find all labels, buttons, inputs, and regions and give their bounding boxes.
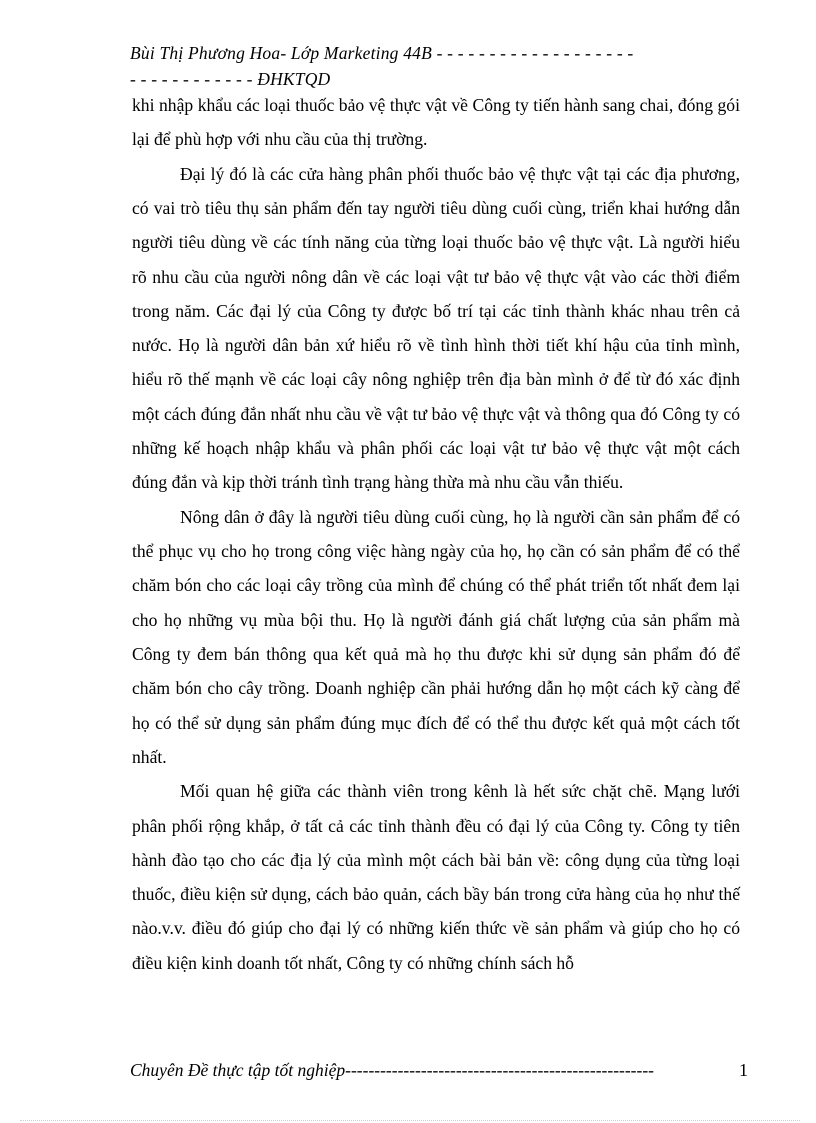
page-header	[130, 40, 750, 92]
paragraph-3: Nông dân ở đây là người tiêu dùng cuối cùng, họ là người cần sản phẩm để có thể phục vụ cho họ trong công việc hàng ngày của họ, họ cần có sản phẩm để có thể chăm bón cho các loại cây trồng của mình để chúng có thể phát triển tốt nhất đem lại cho họ những vụ mùa bội thu. Họ là người đánh giá chất lượng của sản phẩm mà Công ty đem bán thông qua kết quả mà họ thu được khi sử dụng sản phẩm đó để chăm bón cho cây trồng. Doanh nghiệp cần phải hướng dẫn họ một cách kỹ càng để họ có thể sử dụng sản phẩm đúng mục đích để có thể thu được kết quả một cách tốt nhất.	[132, 506, 740, 767]
header-line-2: - - - - - - - - - - - - ĐHKTQD	[130, 69, 331, 89]
document-body	[132, 88, 740, 980]
paragraph-1: khi nhập khẩu các loại thuốc bảo vệ thực vật về Công ty tiến hành sang chai, đóng gói lại để phù hợp với nhu cầu của thị trường.	[132, 95, 740, 150]
paragraph-4: Mối quan hệ giữa các thành viên trong kênh là hết sức chặt chẽ. Mạng lưới phân phối rộng khắp, ở tất cả các tỉnh thành đều có đại lý của Công ty. Công ty tiên hành đào tạo cho các địa lý của mình một cách bài bản về: công dụng của từng loại thuốc, điều kiện sử dụng, cách bảo quản, cách bầy bán trong cửa hàng của họ như thế nào.v.v. điều đó giúp cho đại lý có những kiến thức về sản phẩm và giúp cho họ có điều kiện kinh doanh tốt nhất, Công ty có những chính sách hỗ	[132, 781, 740, 973]
page-number: 1	[739, 1060, 748, 1080]
page-bottom-edge	[20, 1120, 800, 1121]
footer-text: Chuyên Đề thực tập tốt nghiệp-----------------------------------------------------	[130, 1060, 654, 1080]
page-footer	[130, 1060, 760, 1090]
header-line-1: Bùi Thị Phương Hoa- Lớp Marketing 44B - - - - - - - - - - - - - - - - - - -	[130, 43, 634, 63]
paragraph-2: Đại lý đó là các cửa hàng phân phối thuốc bảo vệ thực vật tại các địa phương, có vai trò tiêu thụ sản phẩm đến tay người tiêu dùng cuối cùng, triển khai hướng dẫn người tiêu dùng về các tính năng của từng loại thuốc bảo vệ thực vật. Là người hiểu rõ nhu cầu của người nông dân về các loại vật tư bảo vệ thực vật vào các thời điểm trong năm. Các đại lý của Công ty được bố trí tại các tỉnh thành khác nhau trên cả nước. Họ là người dân bản xứ hiểu rõ về tình hình thời tiết khí hậu của tỉnh mình, hiểu rõ thế mạnh về các loại cây nông nghiệp trên địa bàn mình ở để từ đó xác định một cách đúng đắn nhất nhu cầu về vật tư bảo vệ thực vật và thông qua đó Công ty có những kế hoạch nhập khẩu và phân phối các loại vật tư bảo vệ thực vật một cách đúng đắn và kịp thời tránh tình trạng hàng thừa mà nhu cầu vẫn thiếu.	[132, 163, 740, 493]
